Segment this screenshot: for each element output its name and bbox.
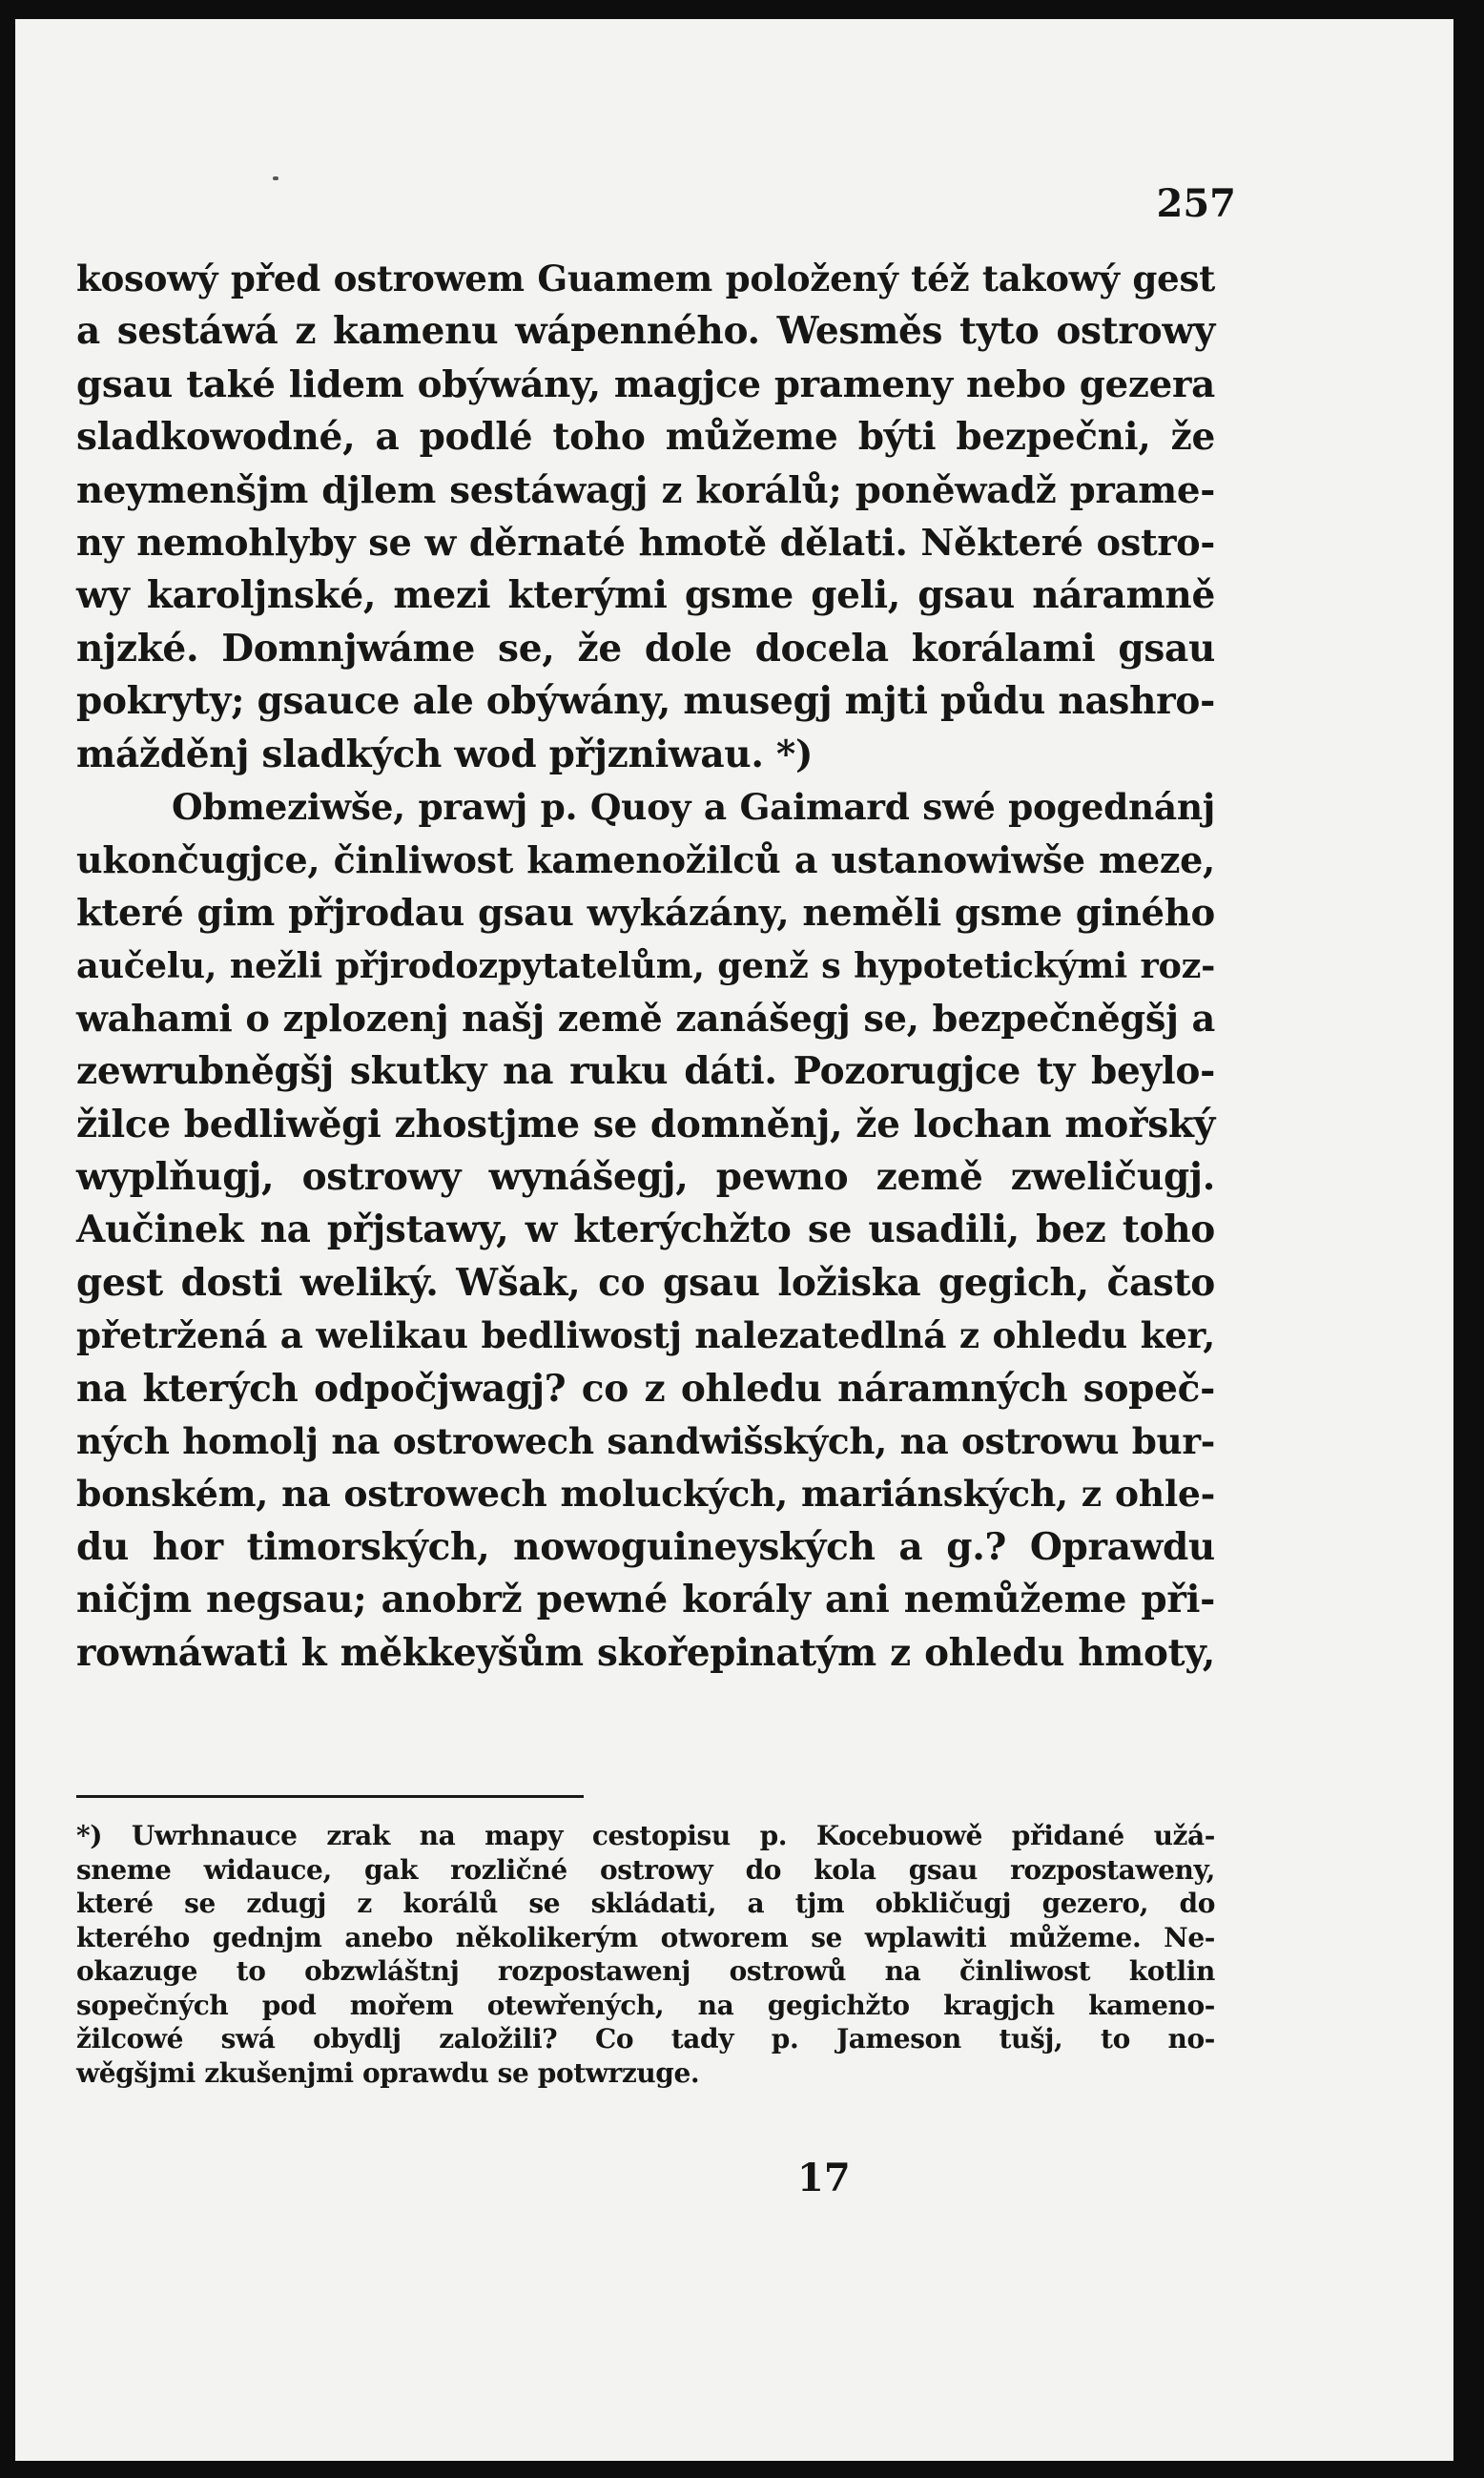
text-line: gsau také lidem obýwány, magjce prameny nebo gezera [76, 362, 1215, 406]
text-line: wy karoljnské, mezi kterými gsme geli, gsau náramně [76, 573, 1215, 618]
footnote-line: okazuge to obzwláštnj rozpostawenj ostrowů na činliwost kotlin [76, 1955, 1215, 1987]
text-line: rownáwati k měkkeyšům skořepinatým z ohledu hmoty, [76, 1631, 1215, 1675]
footnote-line: sopečných pod mořem otewřených, na gegichžto kragjch kameno- [76, 1989, 1215, 2021]
main-text [76, 253, 1215, 1680]
text-line: žilce bedliwěgi zhostjme se domněnj, že lochan mořský [76, 1102, 1215, 1146]
footnote-line: *) Uwrhnauce zrak na mapy cestopisu p. Kocebuowě přidané užá- [76, 1820, 1215, 1851]
text-line: mážděnj sladkých wod přjzniwau. *) [76, 732, 814, 776]
text-line: pokryty; gsauce ale obýwány, musegj mjti půdu nashro- [76, 679, 1215, 724]
text-line: na kterých odpočjwagj? co z ohledu náramných sopeč- [76, 1366, 1215, 1411]
footnote-line: kterého gednjm anebo několikerým otworem se wplawiti můžeme. Ne- [76, 1921, 1215, 1953]
text-line: a sestáwá z kamenu wápenného. Wesměs tyto ostrowy [76, 309, 1215, 354]
text-line: neymenšjm djlem sestáwagj z korálů; poněwadž prame- [76, 468, 1215, 512]
text-line: ných homolj na ostrowech sandwišských, na ostrowu bur- [76, 1419, 1215, 1462]
footnote-line: wěgšjmi zkušenjmi oprawdu se potwrzuge. [76, 2056, 700, 2089]
footnote [76, 1819, 1215, 2090]
footnote-line: sneme widauce, gak rozličné ostrowy do kola gsau rozpostaweny, [76, 1853, 1215, 1886]
text-line: wyplňugj, ostrowy wynášegj, pewno země zweličugj. [76, 1154, 1215, 1199]
paragraph-start-line: Obmeziwše, prawj p. Quoy a Gaimard swé pogednánj [172, 786, 1215, 829]
text-line: du hor timorských, nowoguineyských a g.? Oprawdu [76, 1524, 1215, 1569]
text-line: ukončugjce, činliwost kamenožilců a ustanowiwše meze, [76, 838, 1215, 882]
text-line: bonském, na ostrowech moluckých, mariánských, z ohle- [76, 1473, 1215, 1516]
book-page [15, 19, 1453, 2461]
footnote-line: žilcowé swá obydlj založili? Co tady p. Jameson tušj, to no- [76, 2023, 1215, 2055]
text-line: wahami o zplozenj našj země zanášegj se, bezpečněgšj a [76, 997, 1215, 1041]
text-line: přetržená a welikau bedliwostj nalezatedlná z ohledu ker, [76, 1314, 1215, 1357]
text-line: které gim přjrodau gsau wykázány, neměli gsme giného [76, 891, 1215, 935]
text-line: aučelu, nežli přjrodozpytatelům, genž s hypotetickými roz- [76, 945, 1215, 987]
footnote-divider [76, 1795, 584, 1798]
text-line: gest dosti weliký. Wšak, co gsau ložiska gegich, často [76, 1260, 1215, 1305]
page-number: 257 [1156, 181, 1236, 226]
text-line: Aučinek na přjstawy, w kterýchžto se usadili, bez toho [76, 1208, 1215, 1252]
text-line: ničjm negsau; anobrž pewné korály ani nemůžeme při- [76, 1578, 1215, 1622]
text-line: zewrubněgšj skutky na ruku dáti. Pozorugjce ty beylo- [76, 1049, 1215, 1094]
gathering-signature: 17 [797, 2156, 851, 2200]
ink-speck [273, 176, 278, 180]
text-line: ny nemohlyby se w děrnaté hmotě dělati. Některé ostro- [76, 522, 1215, 566]
footnote-line: které se zdugj z korálů se skládati, a tjm obkličugj gezero, do [76, 1888, 1215, 1919]
text-line: njzké. Domnjwáme se, že dole docela korálami gsau [76, 626, 1215, 671]
text-line: kosowý před ostrowem Guamem položený též takowý gest [76, 258, 1215, 299]
text-line: sladkowodné, a podlé toho můžeme býti bezpečni, že [76, 415, 1215, 460]
